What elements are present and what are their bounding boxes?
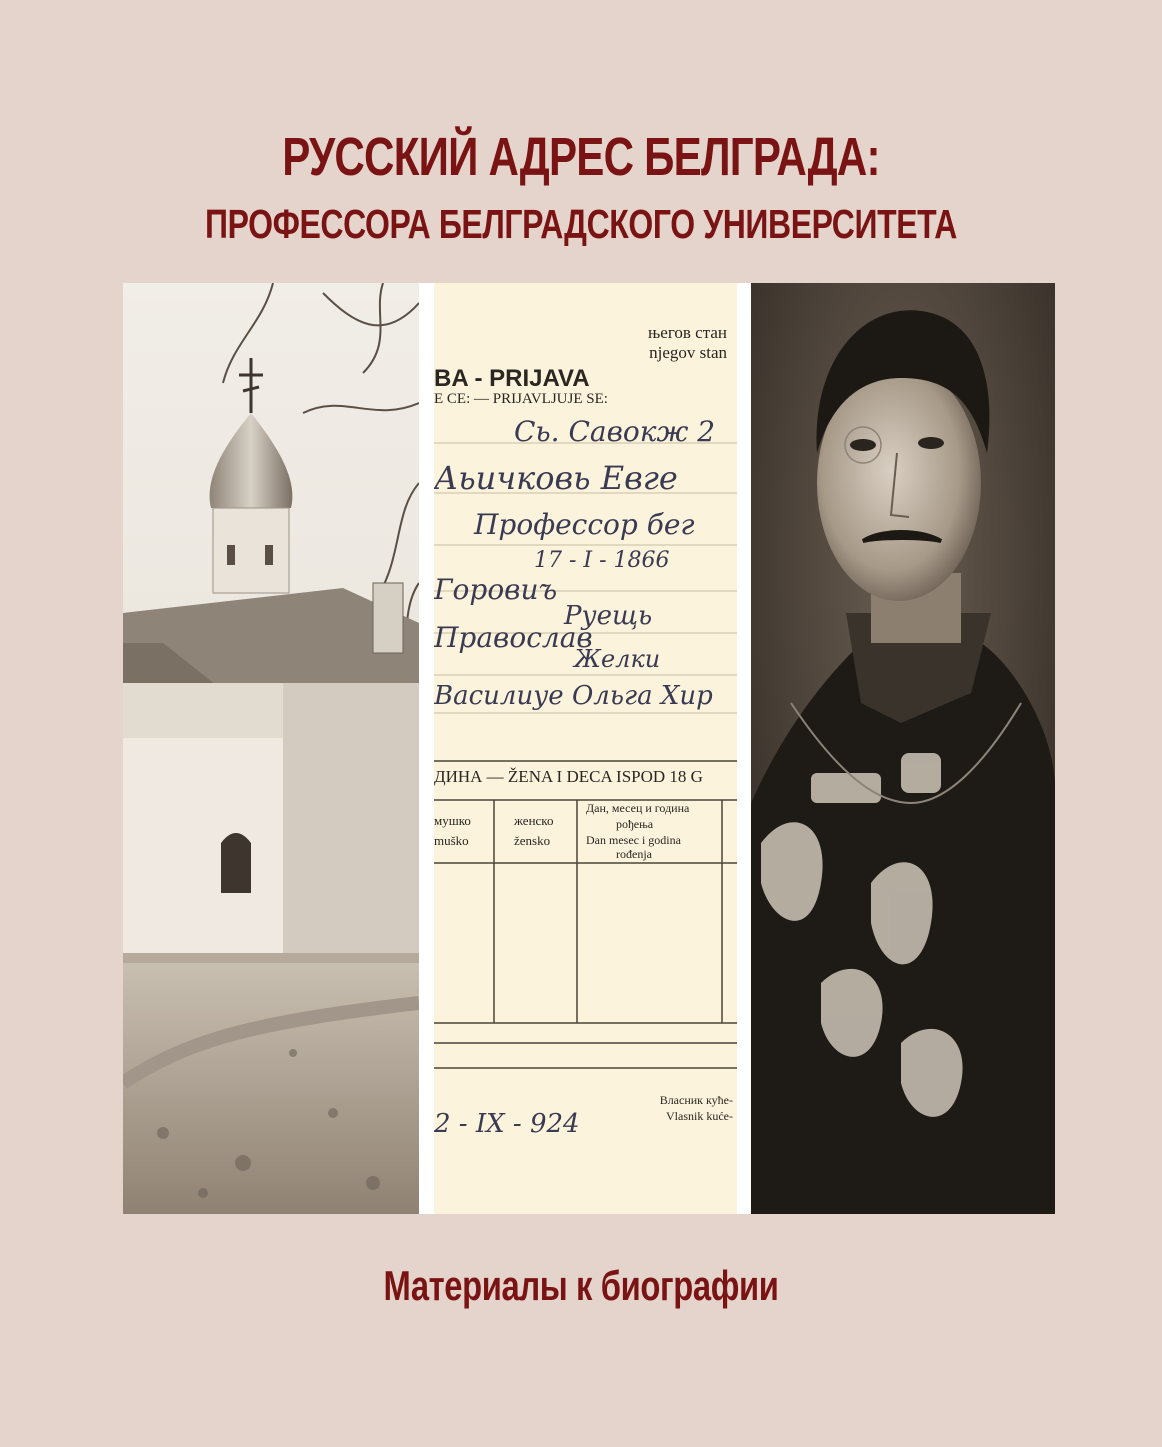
owner-cyr: Власник куће-: [659, 1093, 733, 1107]
church-photo: [123, 283, 419, 1214]
hand-line: Сь. Савокж 2: [514, 415, 716, 448]
col-birth-line4: rođenja: [616, 847, 652, 861]
hand-line: Василиуе Ольга Хир: [434, 681, 713, 711]
hand-line: Аьичковь Евге: [434, 459, 678, 497]
doc-form-title: BA - PRIJAVA: [434, 365, 590, 392]
hand-line: Желки: [574, 645, 661, 673]
col-birth-line1: Дан, месец и година: [586, 801, 690, 815]
registration-document: [434, 283, 737, 1214]
title-block: [0, 112, 1162, 246]
church-illustration: [123, 283, 419, 1214]
col-female-cyr: женско: [514, 813, 554, 828]
doc-header-latin: njegov stan: [649, 343, 727, 362]
col-birth-line2: рођења: [616, 817, 654, 831]
portrait-illustration: [751, 283, 1055, 1214]
photo-collage: [123, 283, 1055, 1214]
doc-form-line: E CE: — PRIJAVLJUJE SE:: [434, 391, 608, 407]
book-title: РУССКИЙ АДРЕС БЕЛГРАДА:: [282, 127, 880, 187]
doc-date: 2 - IX - 924: [434, 1109, 580, 1139]
portrait-photo: [751, 283, 1055, 1214]
hand-line: 17 - I - 1866: [534, 548, 670, 573]
col-male-lat: muško: [434, 833, 469, 848]
hand-line: Православ: [434, 621, 593, 654]
col-male-cyr: мушко: [434, 813, 471, 828]
col-female-lat: žensko: [514, 833, 551, 848]
hand-line: Профессор бег: [474, 508, 695, 541]
doc-header-cyrillic: његов стан: [648, 323, 727, 342]
hand-line: Горовиъ: [434, 573, 558, 606]
hand-line: Руещь: [564, 601, 653, 631]
bottom-subtitle: Материалы к биографии: [383, 1262, 779, 1309]
book-subtitle: ПРОФЕССОРА БЕЛГРАДСКОГО УНИВЕРСИТЕТА: [204, 201, 958, 247]
owner-lat: Vlasnik kuće-: [666, 1109, 733, 1123]
col-birth-line3: Dan mesec i godina: [586, 833, 681, 847]
doc-section-heading: ДИНА — ŽENA I DECA ISPOD 18 G: [434, 767, 703, 786]
